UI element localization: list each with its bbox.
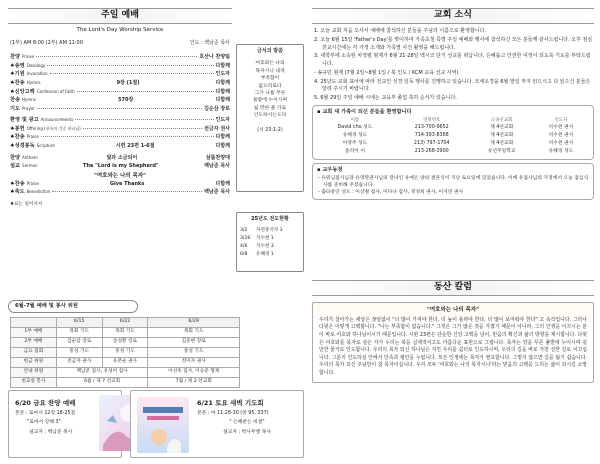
- order-person: 백남준 목사: [204, 163, 230, 170]
- duty-header-cell: [11, 317, 57, 327]
- column-section: [312, 280, 594, 383]
- order-label-en: Confession of Faith: [36, 88, 75, 94]
- order-label: 찬양: [10, 54, 21, 61]
- order-person: 백남준 목사: [204, 189, 230, 196]
- order-line: [8, 71, 232, 80]
- order-label: ♠찬송: [10, 180, 25, 187]
- order-line: [8, 143, 232, 152]
- new-member-cell: 유년주일학교: [487, 149, 516, 155]
- order-line: [8, 89, 232, 98]
- duty-header-cell: 6/29: [148, 317, 240, 327]
- prayer-line: 인도하시는도다: [253, 113, 287, 119]
- order-label: ♠송영: [10, 62, 25, 69]
- order-line: [8, 106, 232, 115]
- prayer-line: 쉴 만한 물 가로: [253, 105, 287, 111]
- order-person: 다함께: [215, 180, 230, 187]
- evangelism-name: 유혜경 1: [256, 252, 274, 258]
- order-detail: 빛과 소금되어: [106, 154, 138, 161]
- new-member-cell: 213-700-9652: [414, 125, 449, 131]
- event-saturday: [130, 390, 304, 458]
- new-members-header-cell: 연락번호: [423, 117, 441, 123]
- evangelism-date: 6/8: [240, 252, 248, 258]
- news-list: [312, 28, 594, 103]
- evangelism-row: [240, 252, 300, 260]
- order-person: 김순삼 장로: [204, 105, 230, 112]
- order-label: ♠봉헌: [10, 125, 25, 132]
- new-member-cell: 213) 797-1704: [413, 141, 450, 147]
- order-person: 다함께: [215, 62, 230, 69]
- evangelism-date: 4/6: [240, 244, 248, 250]
- evangelism-name: 자전충석자 3: [256, 228, 283, 234]
- prayer-line: 없으리로다: [258, 83, 282, 89]
- evangelism-date: 3/2: [240, 228, 248, 234]
- duty-cell: 6월 / 제 7 선교회: [56, 377, 148, 387]
- side-boxes: [236, 8, 304, 272]
- lord-shepherd-cover-image: [137, 397, 189, 453]
- order-label: 찬양: [10, 154, 21, 161]
- news-item: 1. 오늘 교회 처음 오셔서 예배에 참석하신 분들을 주님의 이름으로 환영합니다.: [314, 28, 486, 34]
- order-person: 다함께: [215, 97, 230, 104]
- events-row: [8, 390, 304, 458]
- duty-header-cell: 6/22: [102, 317, 148, 327]
- duty-cell: 통성 기도: [56, 347, 102, 357]
- duty-row: [11, 337, 240, 347]
- left-column: [8, 8, 304, 458]
- duty-role: 친교실 봉사: [11, 377, 57, 387]
- prayer-line: 목자시니 내게: [255, 68, 285, 74]
- order-line: [8, 163, 232, 172]
- new-member-row: [317, 124, 589, 132]
- duty-title: 6월-7월 예배 및 봉사 위원: [8, 300, 138, 313]
- order-label-en: Prayer: [22, 105, 35, 111]
- order-line: [8, 181, 232, 190]
- new-members-header-cell: 이름: [350, 117, 360, 123]
- new-member-cell: David cho 성도: [337, 125, 373, 131]
- order-person: 전금자 권사: [204, 125, 230, 132]
- duty-cell: 김순삼 장로: [56, 337, 102, 347]
- new-member-cell: 제 4선교회: [490, 125, 514, 131]
- order-person: 인도자: [215, 117, 230, 124]
- duty-cell: 목회 기도: [102, 327, 148, 337]
- order-leader-dots: [77, 91, 214, 92]
- prayer-line: 풀밭에 누이시며: [253, 98, 287, 104]
- order-detail: 9장 (1절): [116, 79, 140, 86]
- duty-role: 금요 집회: [11, 347, 57, 357]
- member-news-title-text: 교우동정: [322, 167, 343, 174]
- column-box: [312, 302, 594, 383]
- member-news-title: ▪ 교우동정: [317, 167, 343, 174]
- order-label-en: Anthem: [22, 154, 38, 160]
- evangelism-name: 석수천 1: [256, 236, 274, 242]
- duty-role: 2부 예배: [11, 337, 57, 347]
- duty-row: [11, 377, 240, 387]
- order-person: 다함께: [215, 143, 230, 150]
- order-person: 다함께: [215, 88, 230, 95]
- duty-cell: 유분순 권사: [102, 357, 148, 367]
- duty-cell: 목회 기도: [56, 327, 102, 337]
- column-heading: "여호와는 나의 목자": [426, 307, 480, 313]
- new-member-cell: 제 4선교회: [490, 141, 514, 147]
- order-leader-dots: [50, 73, 214, 74]
- evangelism-box: [236, 212, 304, 272]
- duty-row: [11, 327, 240, 337]
- new-member-cell: 석수천 권사: [548, 141, 574, 147]
- member-news-item: - 출타중인 성도 : 이상철 집사, 이다나 집사, 정경희 권사, 이지연 권사: [318, 190, 464, 196]
- event-saturday-quote: " 은혜받는 비결": [229, 419, 265, 425]
- order-line: [8, 63, 232, 72]
- order-label-en: Invocation: [26, 71, 48, 77]
- duty-role: 1부 예배: [11, 327, 57, 337]
- order-leader-dots: [47, 65, 213, 66]
- prayer-ref: (시 23:1-2): [257, 127, 283, 133]
- order-line: [8, 134, 232, 143]
- new-members-header-cell: 소속선교회: [491, 117, 513, 123]
- order-detail: 시편 23편 1-6절: [115, 143, 155, 150]
- column-title: 동산 칼럼: [312, 280, 594, 296]
- duty-section: [8, 300, 304, 388]
- worship-title: 주일 예배: [8, 8, 232, 24]
- order-label-en: Hymns: [22, 97, 36, 103]
- duty-cell: 송성환 장로: [102, 337, 148, 347]
- news-section: [312, 8, 594, 200]
- duty-row: [11, 347, 240, 357]
- order-label-en: Announcements: [40, 117, 74, 123]
- order-label: ♠찬송: [10, 79, 25, 86]
- duty-row: [11, 357, 240, 367]
- right-column: [312, 8, 594, 458]
- news-item: 5. 6월 29일 주일 예배 시에는 교육부 졸업 축하 순서가 있습니다.: [314, 95, 457, 101]
- duty-cell: 백남준 집사, 유성미 집사: [56, 367, 148, 377]
- order-line: [8, 80, 232, 89]
- event-friday-quote: "로마서 강해 3": [27, 419, 61, 425]
- order-person: 다함께: [215, 79, 230, 86]
- duty-cell: 정미자 권사: [148, 357, 240, 367]
- event-friday-title: 6/20 금요 찬양 예배: [15, 399, 76, 407]
- order-leader-dots: [52, 191, 202, 192]
- new-member-row: [317, 140, 589, 148]
- member-news-item: - 유워님집사님과 유영란권사님의 장녀인 유예은 양의 결혼식이 지난 토요일에 있었습니다. 이에 유집사님의 가정에서 오늘 점심식사를 준비해 주셨습니다.: [318, 175, 589, 188]
- order-label: 기도: [10, 105, 21, 112]
- prayer-lines: [240, 60, 300, 119]
- duty-role: 헌금 위원: [11, 357, 57, 367]
- order-label: ♠찬송: [10, 134, 25, 141]
- duty-body: [11, 327, 240, 387]
- order-line: [8, 189, 232, 198]
- new-member-cell: 올리아 이: [344, 149, 365, 155]
- leader-text: 인도 : 백남준 목사: [189, 39, 230, 46]
- new-member-row: [317, 148, 589, 156]
- event-friday-speaker: 설교자 : 백남준 목사: [29, 430, 73, 436]
- evangelism-box-title: 25년도 전도현황: [251, 216, 289, 222]
- duty-header-cell: 6/15: [56, 317, 102, 327]
- service-times: [8, 40, 232, 46]
- evangelism-name: 석수천 3: [256, 244, 274, 250]
- order-line: [8, 54, 232, 63]
- order-label: ♠신앙고백: [10, 88, 35, 95]
- order-line: [8, 97, 232, 106]
- order-label-en: Benediction: [26, 189, 51, 195]
- order-label: ♠성경봉독: [10, 143, 35, 150]
- order-line: [8, 126, 232, 135]
- new-members-header-cell: 인도자: [554, 117, 568, 123]
- order-leader-dots: [83, 128, 202, 129]
- new-members-box: [312, 105, 594, 161]
- order-label-en: Praise: [22, 54, 35, 60]
- new-member-cell: 213-268-3900: [414, 149, 449, 155]
- order-person: 다함께: [215, 134, 230, 141]
- order-detail: 570장: [118, 97, 134, 104]
- evangelism-rows: [240, 228, 300, 260]
- new-member-row: [317, 132, 589, 140]
- order-of-worship-2: [8, 181, 232, 198]
- news-item: 2. 오늘 6월 15일 'Father's Day'를 맞이하여 가족초청 특별 주일 예배와 행사에 참석하신 모든 분들께 감사드립니다. 오후 점심 친교시간에는 각 가정 소개와 가족별 사진 촬영을 해드립니다.: [314, 36, 593, 51]
- order-label-en: Hymns: [26, 79, 41, 85]
- order-label-en: Scripture: [36, 143, 55, 149]
- new-member-cell: 석수천 권사: [548, 125, 574, 131]
- new-members-body: [317, 124, 589, 156]
- new-members-header: [317, 116, 589, 124]
- news-item: - 송규민 형제 (7월 2일~8월 1일 / 북 인도 / KCM 교육 선교 사역): [314, 69, 459, 76]
- duty-table: [10, 317, 240, 388]
- order-line: [8, 117, 232, 126]
- duty-cell: 목회 기도: [148, 327, 240, 337]
- worship-subtitle: The Lord's Day Worship Service: [76, 27, 164, 33]
- event-saturday-speaker: 설교자 : 박사무엘 목사: [223, 430, 271, 436]
- order-label-en: Doxology: [26, 62, 46, 68]
- duty-cell: 김준현 장로: [148, 337, 240, 347]
- order-leader-dots: [36, 56, 197, 57]
- member-news-list: [317, 175, 589, 197]
- new-members-title: ▪ 교회 새 가족이 되신 분들을 환영합니다: [317, 108, 412, 115]
- prayer-line: 여호와는 나의: [255, 61, 285, 67]
- duty-cell: 7월 / 제 2 선교회: [148, 377, 240, 387]
- order-label: 설교: [10, 163, 21, 170]
- evangelism-date: 3/16: [240, 236, 251, 242]
- order-leader-dots: [41, 136, 214, 137]
- prayer-box-title: 금식의 말씀: [257, 48, 283, 54]
- new-member-cell: 제 4선교회: [490, 133, 514, 139]
- order-label: 환영 및 광고: [10, 117, 39, 124]
- duty-cell: 통성 기도: [102, 347, 148, 357]
- prayer-box: [236, 44, 304, 192]
- news-item: 3. 대학부에 소속된 차정렬 형제가 6월 21-28일 멕시코 단기 선교를 떠납니다. 은혜롭고 안전한 여정이 되도록 기도를 부탁드립니다.: [314, 53, 591, 67]
- new-member-cell: 714-393-8368: [414, 133, 449, 139]
- new-member-cell: 석수천 권사: [548, 133, 574, 139]
- order-label: 찬송: [10, 97, 21, 104]
- duty-role: 안내 위원: [11, 367, 57, 377]
- duty-row: [11, 367, 240, 377]
- order-label: ♠기원: [10, 71, 25, 78]
- event-friday-text: 본문 : 로마서 12장 18-25절: [15, 411, 76, 417]
- duty-cell: 전금자 권사: [56, 357, 102, 367]
- order-leader-dots: [75, 119, 213, 120]
- sermon-title-ko: "여호와는 나의 목자": [93, 172, 147, 179]
- new-member-cell: 유혜경 성도: [548, 149, 574, 155]
- order-label-en: Offering (헌록의 간증 하나님): [26, 125, 81, 131]
- new-member-cell: 유혜경 성도: [342, 133, 368, 139]
- order-detail: Give Thanks: [109, 180, 145, 187]
- new-members-title-text: 교회 새 가족이 되신 분들을 환영합니다: [322, 108, 412, 115]
- duty-cell: 이선옥 집사, 이승준 형제: [148, 367, 240, 377]
- worship-section: [8, 8, 232, 212]
- service-times-text: (1부) AM 8:00 (2부) AM 11:00: [10, 39, 83, 46]
- new-member-cell: 이영주 성도: [342, 141, 368, 147]
- order-label-en: Praise: [26, 180, 39, 186]
- new-members-table: [317, 116, 589, 156]
- order-line: [8, 155, 232, 164]
- event-saturday-text: 본문 : 마 11:28-30 (찬 95, 337): [197, 411, 269, 417]
- order-label: ♠축도: [10, 189, 25, 196]
- order-leader-dots: [37, 108, 202, 109]
- duty-cell: 통성 기도: [148, 347, 240, 357]
- order-person: 살롬찬양대: [205, 154, 230, 161]
- order-label-en: Praise: [26, 134, 39, 140]
- column-body: 우리가 살아가는 세상은 끊임없이 "더 많이 가져야 한다, 더 높이 올라야 한다, 더 많이 보여줘야 한다" 고 속삭입니다. 그러나 다윗은 이렇게 고백합니다. "나는 부족함이 없습니다." 그것은 그가 많은 것을 가졌기 때문이 아니라, 그의 인생을 이끄시는 분이 바로 여호와 하나님이시기 때문입니다. 시편 23편은 단순한 신앙 고백을 넘어, 믿음의 확신과 삶의 방향을 제시합니다. 다윗은 여호와를 목자로 삼은 자가 누리는 복을 실제적이고도 아름다운 표현으로 그립니다. 목자는 양을 푸른 풀밭에 누이시며 쉴 만한 물가로 인도합니다. 우리의 목자 되신 하나님은 지친 우리를 쉼터로 인도하시며, 우리의 길을 바로 가장 선한 길로 이끄십니다. 그분의 인도하심 안에서 만족과 평안을 누립니다. 모든 인생에는 목자가 필요합니다. 그렇지 않으면 길을 잃기 쉽습니다. 우리의 목자 되신 주님만이 참 목자이십니다. 우리 모두 '여호와는 나의 목자시니'라는 믿음의 고백을 드리는 삶이 되시길 소망합니다.: [319, 316, 587, 377]
- stand-note: ♠표는 일어서서: [10, 201, 43, 207]
- order-label-en: Sermon: [22, 163, 38, 169]
- news-title: 교회 소식: [312, 8, 594, 24]
- event-friday: [8, 390, 122, 458]
- prayer-line: 그가 나를 푸른: [254, 90, 286, 96]
- prayer-line: 부족함이: [260, 76, 280, 82]
- order-detail: The "Lord is my Shepherd": [83, 163, 159, 170]
- order-of-worship: [8, 54, 232, 172]
- news-item: 4. 25년도 교회 표어에 따라 전교인 성경 일독 행사를 진행하고 있습니다. 모세오경을 6월 말일 까지 읽으시고 다 읽으신 분들은 알려 주시기 바랍니다.: [314, 78, 591, 93]
- order-person: 호산나 찬양팀: [199, 54, 230, 61]
- member-news-box: [312, 163, 594, 200]
- duty-header-row: [11, 317, 240, 327]
- event-saturday-title: 6/21 토요 새벽 기도회: [197, 399, 264, 407]
- order-person: 인도자: [215, 71, 230, 78]
